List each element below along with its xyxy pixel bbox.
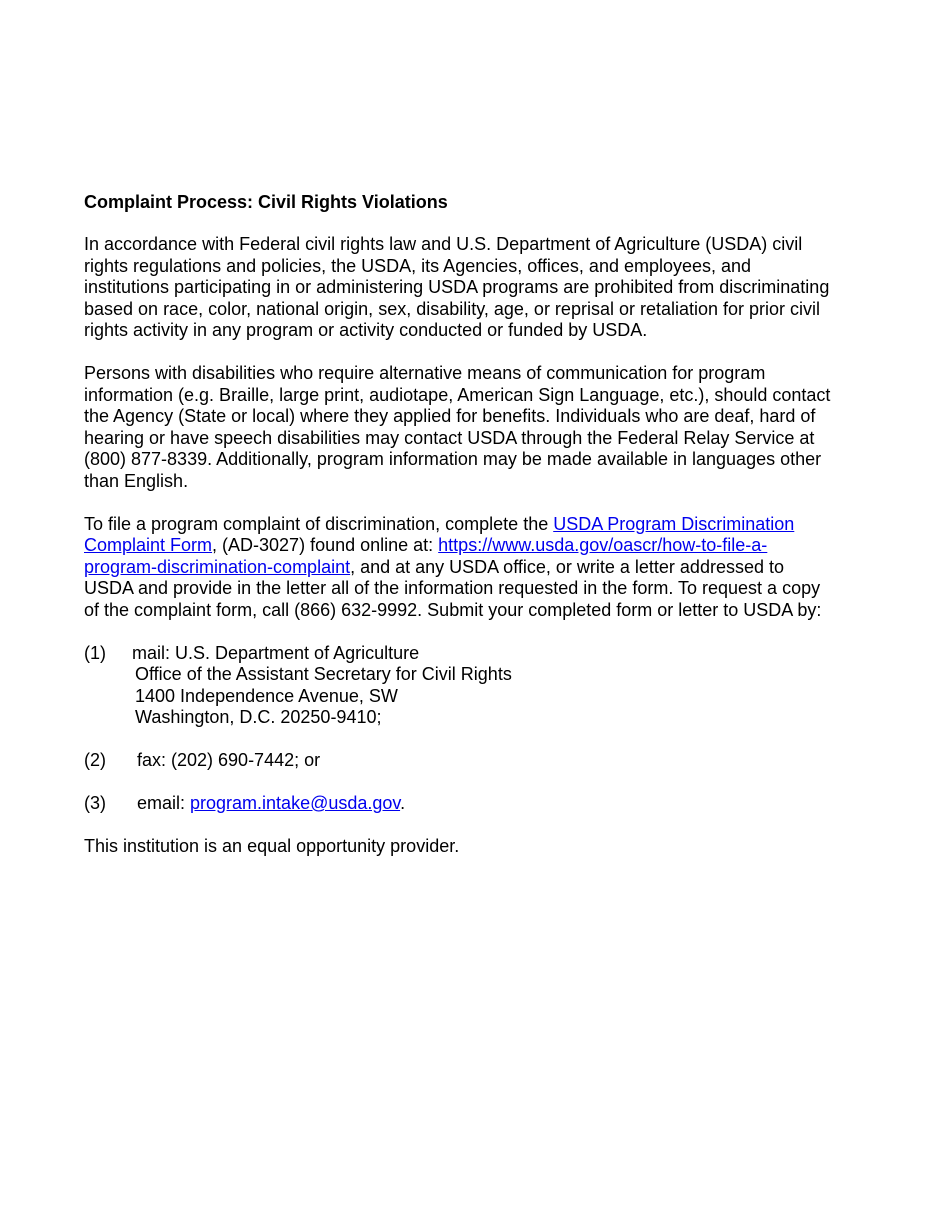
complaint-text-form-id: , (AD-3027) found online at: xyxy=(212,535,439,555)
complaint-text-letter: , and at any USDA office, or write a letter addressed to xyxy=(350,556,784,577)
fax-label: fax: (202) 690-7442; or xyxy=(137,750,321,770)
email-link[interactable]: program.intake@usda.gov xyxy=(190,793,401,813)
complaint-form-link-line2: Complaint Form xyxy=(84,535,213,555)
equal-opportunity-statement: This institution is an equal opportunity provider. xyxy=(84,836,460,856)
complaint-text-intro: To file a program complaint of discrimination, complete the xyxy=(84,513,554,534)
submission-method-email xyxy=(84,793,874,815)
document-page xyxy=(84,191,874,879)
email-details xyxy=(137,793,874,815)
mail-address-line1: Office of the Assistant Secretary for Civil Rights xyxy=(135,664,512,684)
nondiscrimination-paragraph: In accordance with Federal civil rights law and U.S. Department of Agriculture (USDA) civil rights regulations and policies, the USDA, its Agencies, offices, and employees, and institutions participating in or administering USDA programs are prohibited from discriminating based on race, color, national origin, sex, disability, age, or reprisal or retaliation for prior civil rights activity in any program or activity conducted or funded by USDA. xyxy=(84,234,830,340)
mail-details xyxy=(132,643,874,729)
page-title: Complaint Process: Civil Rights Violations xyxy=(84,192,448,212)
submission-method-fax xyxy=(84,750,874,772)
item-number: (1) xyxy=(84,642,106,663)
complaint-text-line4: USDA and provide in the letter all of the information requested in the form. To request a copy xyxy=(84,578,821,598)
complaint-text-line5: of the complaint form, call (866) 632-9992. Submit your completed form or letter to USDA by: xyxy=(84,599,822,620)
email-label: email: xyxy=(137,793,191,813)
accessibility-paragraph: Persons with disabilities who require alternative means of communication for program information (e.g. Braille, large print, audiotape, American Sign Language, etc.), should contact the Agency (State or local) where they applied for benefits. Individuals who are deaf, hard of hearing or have speech disabilities may contact USDA through the Federal Relay Service at (800) 877-8339. Additionally, program information may be made available in languages other than English. xyxy=(84,363,831,491)
complaint-form-link-line1: USDA Program Discrimination xyxy=(553,513,795,534)
item-number: (3) xyxy=(84,793,106,813)
email-suffix: . xyxy=(400,793,406,813)
complaint-url-link-line1: https://www.usda.gov/oascr/how-to-file-a- xyxy=(438,535,768,555)
submission-method-mail xyxy=(84,643,874,729)
mail-address-line2: 1400 Independence Avenue, SW xyxy=(135,685,398,706)
item-number: (2) xyxy=(84,750,106,770)
mail-label: mail: U.S. Department of Agriculture xyxy=(132,642,420,663)
complaint-url-link-line2: program-discrimination-complaint xyxy=(84,556,351,577)
mail-address-line3: Washington, D.C. 20250-9410; xyxy=(135,707,382,727)
complaint-filing-paragraph xyxy=(84,514,874,622)
